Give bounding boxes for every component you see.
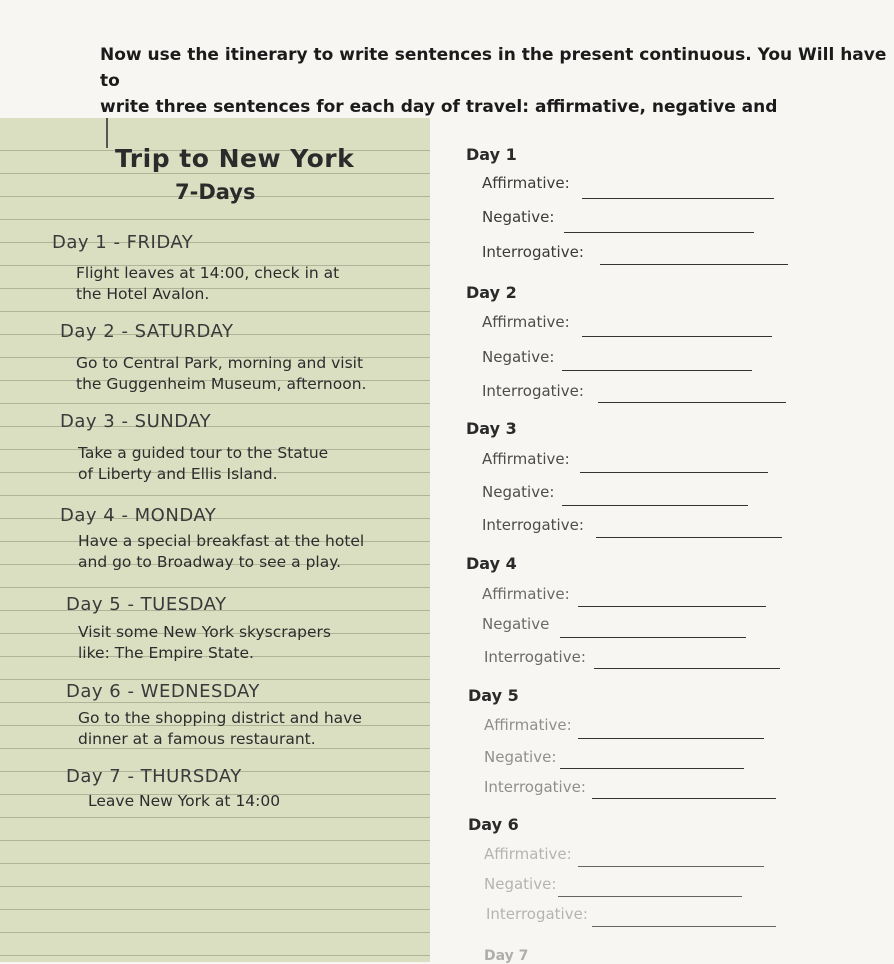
itinerary-line: Leave New York at 14:00: [88, 792, 281, 810]
itinerary-day-text: [78, 708, 362, 750]
itinerary-line: Visit some New York skyscrapers: [78, 623, 331, 641]
itinerary-day-heading: Day 1 - FRIDAY: [52, 232, 194, 253]
worksheet-day-label: Day 2: [466, 283, 517, 302]
itinerary-line: dinner at a famous restaurant.: [78, 730, 316, 748]
margin-tick: [106, 118, 108, 148]
interrogative-label: Interrogative:: [482, 243, 584, 261]
negative-label: Negative:: [484, 875, 557, 893]
affirmative-answer-line[interactable]: [578, 606, 766, 607]
itinerary-day-text: [78, 443, 328, 485]
worksheet-day-label: Day 4: [466, 554, 517, 573]
itinerary-line: and go to Broadway to see a play.: [78, 553, 342, 571]
interrogative-answer-line[interactable]: [594, 668, 780, 669]
interrogative-label: Interrogative:: [484, 648, 586, 666]
itinerary-line: Go to Central Park, morning and visit: [76, 354, 364, 372]
itinerary-day-heading: Day 3 - SUNDAY: [60, 411, 212, 432]
interrogative-answer-line[interactable]: [600, 264, 788, 265]
interrogative-answer-line[interactable]: [592, 926, 776, 927]
itinerary-line: like: The Empire State.: [78, 644, 254, 662]
negative-answer-line[interactable]: [564, 232, 754, 233]
worksheet-day-label: Day 7: [484, 948, 529, 964]
negative-label: Negative:: [482, 483, 555, 501]
itinerary-day-text: [76, 353, 366, 395]
negative-answer-line[interactable]: [560, 637, 746, 638]
instructions-line-1: Now use the itinerary to write sentences in the present continuous. You Will have to: [100, 45, 887, 91]
affirmative-label: Affirmative:: [482, 313, 570, 331]
itinerary-day-text: [88, 791, 280, 812]
interrogative-label: Interrogative:: [484, 778, 586, 796]
worksheet-day-label: Day 3: [466, 419, 517, 438]
worksheet-day-label: Day 1: [466, 145, 517, 164]
negative-label: Negative:: [482, 208, 555, 226]
itinerary-subtitle: 7-Days: [175, 180, 256, 204]
interrogative-label: Interrogative:: [486, 905, 588, 923]
negative-label: Negative:: [482, 348, 555, 366]
itinerary-line: Take a guided tour to the Statue: [78, 444, 329, 462]
itinerary-day-text: [78, 622, 331, 664]
itinerary-day-heading: Day 7 - THURSDAY: [66, 766, 242, 787]
itinerary-line: the Guggenheim Museum, afternoon.: [76, 375, 367, 393]
itinerary-day-heading: Day 6 - WEDNESDAY: [66, 681, 260, 702]
interrogative-answer-line[interactable]: [592, 798, 776, 799]
negative-label: Negative: [482, 615, 550, 633]
itinerary-line: Flight leaves at 14:00, check in at: [76, 264, 340, 282]
affirmative-answer-line[interactable]: [582, 336, 772, 337]
interrogative-answer-line[interactable]: [596, 537, 782, 538]
itinerary-line: of Liberty and Ellis Island.: [78, 465, 278, 483]
itinerary-day-heading: Day 4 - MONDAY: [60, 505, 217, 526]
worksheet-day-label: Day 5: [468, 686, 519, 705]
interrogative-label: Interrogative:: [482, 382, 584, 400]
itinerary-line: the Hotel Avalon.: [76, 285, 210, 303]
instructions-line-2: write three sentences for each day of travel: affirmative, negative and: [100, 97, 778, 117]
interrogative-label: Interrogative:: [482, 516, 584, 534]
affirmative-answer-line[interactable]: [582, 198, 774, 199]
negative-label: Negative:: [484, 748, 557, 766]
affirmative-label: Affirmative:: [484, 716, 572, 734]
itinerary-title: Trip to New York: [115, 144, 355, 173]
interrogative-answer-line[interactable]: [598, 402, 786, 403]
affirmative-label: Affirmative:: [482, 450, 570, 468]
negative-answer-line[interactable]: [560, 768, 744, 769]
affirmative-answer-line[interactable]: [578, 866, 764, 867]
itinerary-day-heading: Day 2 - SATURDAY: [60, 321, 234, 342]
itinerary-line: Go to the shopping district and have: [78, 709, 362, 727]
negative-answer-line[interactable]: [562, 505, 748, 506]
itinerary-line: Have a special breakfast at the hotel: [78, 532, 365, 550]
negative-answer-line[interactable]: [558, 896, 742, 897]
worksheet-day-label: Day 6: [468, 815, 519, 834]
affirmative-answer-line[interactable]: [578, 738, 764, 739]
itinerary-day-heading: Day 5 - TUESDAY: [66, 594, 227, 615]
affirmative-label: Affirmative:: [482, 174, 570, 192]
itinerary-day-text: [78, 531, 364, 573]
affirmative-label: Affirmative:: [482, 585, 570, 603]
negative-answer-line[interactable]: [562, 370, 752, 371]
itinerary-day-text: [76, 263, 339, 305]
affirmative-answer-line[interactable]: [580, 472, 768, 473]
affirmative-label: Affirmative:: [484, 845, 572, 863]
